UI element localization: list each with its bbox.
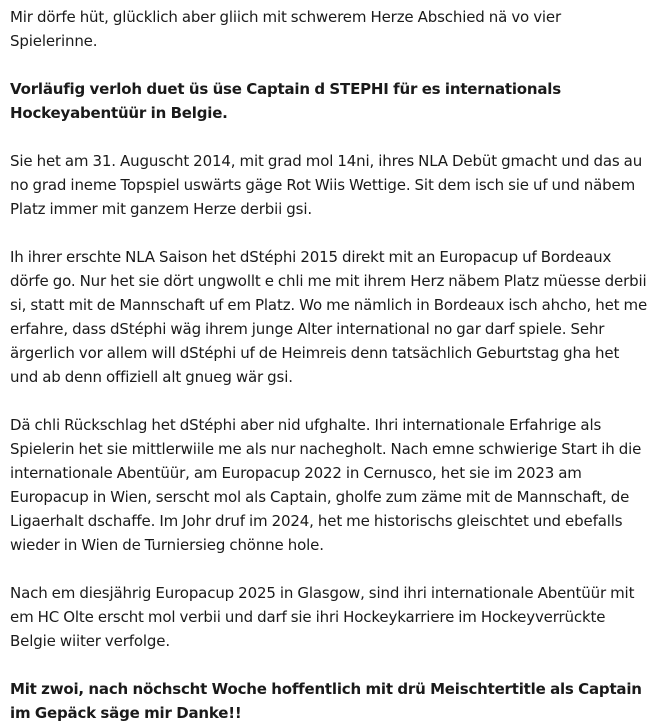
paragraph-thanks: Mit zwoi, nach nöchscht Woche hoffentlich mit drü Meischtertitle als Captain im Gepäck säge mir Danke!!: [10, 680, 642, 722]
paragraph-intro: Mir dörfe hüt, glücklich aber gliich mit schwerem Herze Abschied nä vo vier Spielerinne.: [10, 8, 562, 50]
paragraph-headline: Vorläufig verloh duet üs üse Captain d STEPHI für es internationals Hockeyabentüür in Belgie.: [10, 80, 561, 122]
paragraph-international-experience: Dä chli Rückschlag het dStéphi aber nid ufghalte. Ihri internationale Erfahrige als Spielerin het sie mittlerwiile me als nur nachegholt. Nach emne schwierige Start ih die internationale Abentüür, am Europacup 2022 in Cernusco, het sie im 2023 am Europacup in Wien, serscht mol als Captain, gholfe zum zäme mit de Mannschaft, de Ligaerhalt dschaffe. Im Johr druf im 2024, het me historischs gleischtet und ebefalls wieder in Wien de Turniersieg chönne hole.: [10, 416, 642, 554]
paragraph-belgium: Nach em diesjährig Europacup 2025 in Glasgow, sind ihri internationale Abentüür mit em HC Olte erscht mol verbii und darf sie ihri Hockeykarriere im Hockeyverrückte Belgie wiiter verfolge.: [10, 584, 635, 650]
paragraph-first-season: Ih ihrer erschte NLA Saison het dStéphi 2015 direkt mit an Europacup uf Bordeaux dörfe go. Nur het sie dört ungwollt e chli me mit ihrem Herz näbem Platz müesse derbii si, statt mit de Mannschaft uf em Platz. Wo me nämlich in Bordeaux isch ahcho, het me erfahre, dass dStéphi wäg ihrem junge Alter international no gar darf spiele. Sehr ärgerlich vor allem will dStéphi uf de Heimreis denn tatsächlich Geburtstag gha het und ab denn offiziell alt gnueg wär gsi.: [10, 248, 648, 386]
paragraph-debut: Sie het am 31. Auguscht 2014, mit grad mol 14ni, ihres NLA Debüt gmacht und das au no grad ineme Topspiel uswärts gäge Rot Wiis Wettige. Sit dem isch sie uf und näbem Platz immer mit ganzem Herze derbii gsi.: [10, 152, 643, 218]
